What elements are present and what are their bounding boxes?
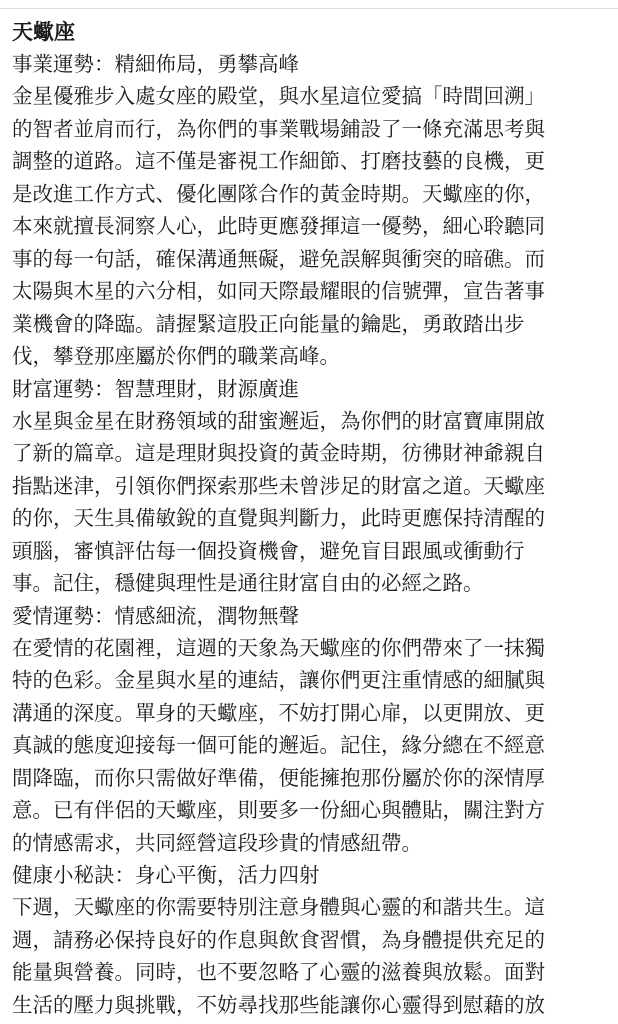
text-line: 指點迷津，引領你們探索那些未曾涉足的財富之道。天蠍座 — [12, 473, 545, 498]
section-health — [12, 859, 612, 1021]
top-divider — [0, 8, 618, 9]
text-line: 伐，攀登那座屬於你們的職業高峰。 — [12, 344, 340, 368]
article-body — [12, 16, 612, 1021]
section-heading-love: 愛情運勢：情感細流，潤物無聲 — [12, 603, 299, 628]
text-line: 溝通的深度。單身的天蠍座，不妨打開心扉，以更開放、更 — [12, 700, 545, 725]
section-body-career — [12, 80, 612, 373]
section-wealth — [12, 373, 612, 600]
section-career — [12, 48, 612, 373]
text-line: 意。已有伴侶的天蠍座，則要多一份細心與體貼，關注對方 — [12, 798, 545, 822]
text-line: 調整的道路。這不僅是審視工作細節、打磨技藝的良機，更 — [12, 149, 545, 173]
text-line: 的情感需求，共同經營這段珍貴的情感紐帶。 — [12, 830, 422, 855]
text-line: 的你，天生具備敏銳的直覺與判斷力，此時更應保持清醒的 — [12, 506, 545, 530]
text-line: 生活的壓力與挑戰，不妨尋找那些能讓你心靈得到慰藉的放 — [12, 992, 545, 1017]
text-line: 業機會的降臨。請握緊這股正向能量的鑰匙，勇敢踏出步 — [12, 311, 525, 336]
section-heading-career: 事業運勢：精細佈局，勇攀高峰 — [12, 52, 299, 76]
text-line: 間降臨，而你只需做好準備，便能擁抱那份屬於你的深情厚 — [12, 765, 545, 790]
text-line: 是改進工作方式、優化團隊合作的黃金時期。天蠍座的你， — [12, 181, 545, 206]
text-line: 週，請務必保持良好的作息與飲食習慣，為身體提供充足的 — [12, 927, 545, 952]
text-line: 頭腦，審慎評估每一個投資機會，避免盲目跟風或衝動行 — [12, 538, 525, 563]
text-line: 真誠的態度迎接每一個可能的邂逅。記住，緣分總在不經意 — [12, 733, 545, 757]
text-line: 金星優雅步入處女座的殿堂，與水星這位愛搞「時間回溯」 — [12, 84, 545, 108]
section-love — [12, 600, 612, 860]
section-heading-wealth: 財富運勢：智慧理財，財源廣進 — [12, 376, 299, 401]
text-line: 特的色彩。金星與水星的連結，讓你們更注重情感的細膩與 — [12, 668, 545, 692]
section-body-wealth — [12, 405, 612, 600]
section-heading-health: 健康小秘訣：身心平衡，活力四射 — [12, 863, 320, 887]
text-line: 能量與營養。同時，也不要忽略了心靈的滋養與放鬆。面對 — [12, 960, 545, 984]
text-line: 的智者並肩而行，為你們的事業戰場鋪設了一條充滿思考與 — [12, 116, 545, 141]
text-line: 在愛情的花園裡，這週的天象為天蠍座的你們帶來了一抹獨 — [12, 635, 545, 660]
text-line: 下週，天蠍座的你需要特別注意身體與心靈的和諧共生。這 — [12, 895, 545, 919]
article-title: 天蠍座 — [12, 20, 75, 44]
text-line: 水星與金星在財務領域的甜蜜邂逅，為你們的財富寶庫開啟 — [12, 408, 545, 433]
text-line: 本來就擅長洞察人心，此時更應發揮這一優勢，細心聆聽同 — [12, 214, 545, 238]
text-line: 了新的篇章。這是理財與投資的黃金時期，彷彿財神爺親自 — [12, 441, 545, 465]
section-body-love — [12, 632, 612, 860]
text-line: 事。記住，穩健與理性是通往財富自由的必經之路。 — [12, 571, 484, 595]
text-line: 太陽與木星的六分相，如同天際最耀眼的信號彈，宣告著事 — [12, 279, 545, 303]
section-body-health — [12, 891, 612, 1021]
text-line: 事的每一句話，確保溝通無礙，避免誤解與衝突的暗礁。而 — [12, 246, 545, 271]
